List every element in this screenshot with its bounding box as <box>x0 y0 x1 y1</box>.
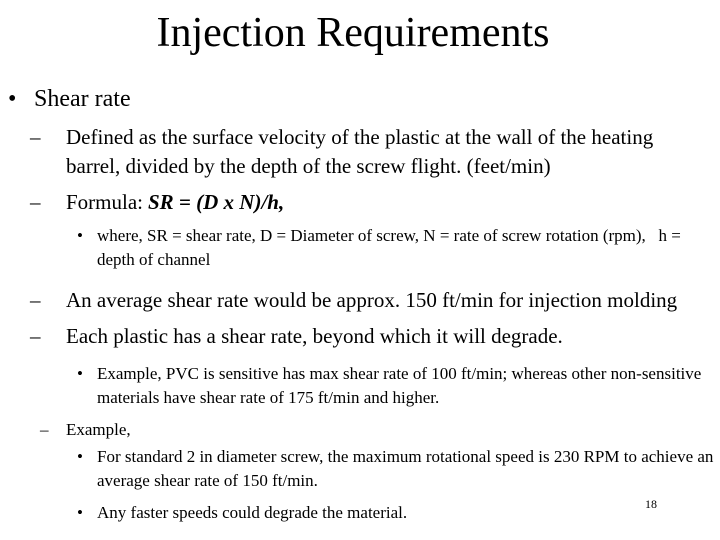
dash-mark: – <box>30 190 41 214</box>
slide-content <box>0 84 720 533</box>
each-plastic-text: Each plastic has a shear rate, beyond which it will degrade. <box>66 324 563 348</box>
page-number: 18 <box>645 497 657 511</box>
where-text: where, SR = shear rate, D = Diameter of screw, N = rate of screw rotation (rpm), h = depth of channel <box>97 226 686 269</box>
dash-mark: – <box>30 125 41 149</box>
sub-bullet-example <box>0 418 686 442</box>
bullet-dot: • <box>77 447 83 466</box>
dash-mark: – <box>40 420 49 439</box>
sub-bullet-formula <box>0 188 706 217</box>
sub-sub-bullet-faster <box>0 501 717 525</box>
bullet-dot: • <box>77 226 83 245</box>
sub-bullet-average <box>0 286 706 315</box>
example-label: Example, <box>66 420 131 439</box>
faster-text: Any faster speeds could degrade the material. <box>97 503 408 522</box>
formula-label: Formula: <box>66 190 143 214</box>
formula-text: SR = (D x N)/h, <box>148 190 285 214</box>
sub-sub-bullet-where <box>0 224 717 272</box>
bullet-shear-rate <box>0 84 720 114</box>
sub-sub-bullet-standard <box>0 445 720 493</box>
bullet-dot: • <box>77 364 83 383</box>
standard-text: For standard 2 in diameter screw, the maximum rotational speed is 230 RPM to achieve an average shear rate of 150 ft/min. <box>97 447 714 490</box>
sub-bullet-each-plastic <box>0 322 706 351</box>
sub-bullet-definition <box>0 123 706 181</box>
dash-mark: – <box>30 324 41 348</box>
sub-sub-bullet-pvc <box>0 362 717 410</box>
bullet-text: Shear rate <box>34 86 131 112</box>
bullet-dot: • <box>77 503 83 522</box>
definition-text: Defined as the surface velocity of the plastic at the wall of the heating barrel, divided by the depth of the screw flight. (feet/min) <box>66 125 654 178</box>
dash-mark: – <box>30 288 41 312</box>
bullet-dot: • <box>8 86 17 112</box>
average-text: An average shear rate would be approx. 150 ft/min for injection molding <box>66 288 678 312</box>
pvc-text: Example, PVC is sensitive has max shear rate of 100 ft/min; whereas other non-sensitive materials have shear rate of 175 ft/min and higher. <box>97 364 702 407</box>
slide-title: Injection Requirements <box>156 10 550 56</box>
